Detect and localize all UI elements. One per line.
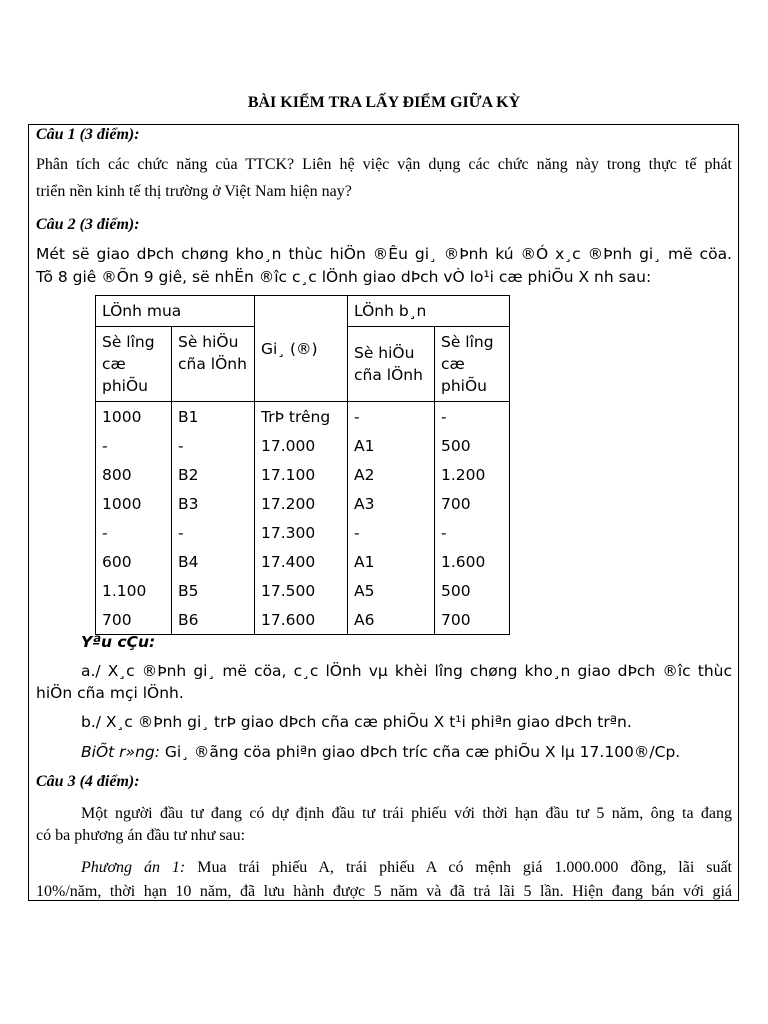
buy-quantity-cell: 700 xyxy=(96,605,172,635)
question-2-heading: Câu 2 (3 điểm): xyxy=(36,216,140,233)
sell-order-id-cell: - xyxy=(348,518,435,547)
price-cell: 17.200 xyxy=(255,489,348,518)
buy-order-id-cell: B3 xyxy=(172,489,255,518)
sell-quantity-cell: 500 xyxy=(435,576,510,605)
sell-quantity-cell: 700 xyxy=(435,605,510,635)
buy-quantity-cell: 1000 xyxy=(96,489,172,518)
sell-quantity-cell: 1.200 xyxy=(435,460,510,489)
sell-order-id-cell: A5 xyxy=(348,576,435,605)
price-cell: 17.400 xyxy=(255,547,348,576)
requirement-a-line-1: a./ X¸c ®Þnh gi¸ më cöa, c¸c lÖnh vµ khèi lîng chøng kho¸n giao dÞch ®îc thùc xyxy=(81,662,732,680)
buy-quantity-cell: 1.100 xyxy=(96,576,172,605)
buy-order-id-cell: B6 xyxy=(172,605,255,635)
sell-order-id-header: Sè hiÖu cña lÖnh xyxy=(348,327,435,402)
price-cell: 17.600 xyxy=(255,605,348,635)
sell-quantity-cell: - xyxy=(435,402,510,432)
buy-quantity-cell: - xyxy=(96,431,172,460)
table-row xyxy=(96,489,510,518)
requirements-heading: Yªu cÇu: xyxy=(81,633,156,651)
sell-order-id-cell: A3 xyxy=(348,489,435,518)
buy-quantity-cell: - xyxy=(96,518,172,547)
option-1-line-2: 10%/năm, thời hạn 10 năm, đã lưu hành được 5 năm và đã trả lãi 5 lần. Hiện đang bán với giá xyxy=(36,883,732,900)
order-table xyxy=(95,295,510,635)
given-note xyxy=(81,743,680,761)
question-3-heading: Câu 3 (4 điểm): xyxy=(36,773,140,790)
sell-quantity-cell: 500 xyxy=(435,431,510,460)
price-cell: 17.300 xyxy=(255,518,348,547)
buy-quantity-cell: 800 xyxy=(96,460,172,489)
requirement-b: b./ X¸c ®Þnh gi¸ trÞ giao dÞch cña cæ phiÕu X t¹i phiªn giao dÞch trªn. xyxy=(81,713,632,731)
sell-order-id-cell: - xyxy=(348,402,435,432)
table-row xyxy=(96,518,510,547)
buy-orders-header: LÖnh mua xyxy=(96,296,255,327)
question-2-text-line-2: Tõ 8 giê ®Õn 9 giê, së nhËn ®îc c¸c lÖnh giao dÞch vÒ lo¹i cæ phiÕu X nh sau: xyxy=(36,268,652,286)
exam-content-box xyxy=(28,124,739,901)
sell-quantity-header: Sè lîng cæ phiÕu xyxy=(435,327,510,402)
given-note-text: Gi¸ ®ãng cöa phiªn giao dÞch tríc cña cæ phiÕu X lµ 17.100®/Cp. xyxy=(159,743,681,761)
sell-order-id-cell: A2 xyxy=(348,460,435,489)
sell-quantity-cell: 1.600 xyxy=(435,547,510,576)
page-title: BÀI KIỂM TRA LẤY ĐIỂM GIỮA KỲ xyxy=(247,94,521,111)
price-cell: 17.100 xyxy=(255,460,348,489)
option-1-text: Mua trái phiếu A, trái phiếu A có mệnh giá 1.000.000 đồng, lãi suất xyxy=(185,859,732,876)
buy-order-id-cell: B2 xyxy=(172,460,255,489)
option-1-line-1 xyxy=(81,859,732,877)
price-header: Gi¸ (®) xyxy=(255,296,348,402)
buy-order-id-cell: B1 xyxy=(172,402,255,432)
sell-order-id-cell: A6 xyxy=(348,605,435,635)
table-row xyxy=(96,576,510,605)
buy-order-id-cell: - xyxy=(172,518,255,547)
buy-order-id-header: Sè hiÖu cña lÖnh xyxy=(172,327,255,402)
question-1-heading: Câu 1 (3 điểm): xyxy=(36,126,140,143)
table-row xyxy=(96,460,510,489)
sell-order-id-cell: A1 xyxy=(348,431,435,460)
sell-order-id-cell: A1 xyxy=(348,547,435,576)
price-cell: TrÞ trêng xyxy=(255,402,348,432)
requirement-a-line-2: hiÖn cña mçi lÖnh. xyxy=(36,684,184,702)
buy-quantity-header: Sè lîng cæ phiÕu xyxy=(96,327,172,402)
table-row xyxy=(96,402,510,432)
buy-order-id-cell: B4 xyxy=(172,547,255,576)
question-2-text-line-1: Mét së giao dÞch chøng kho¸n thùc hiÖn ®Êu gi¸ ®Þnh kú ®Ó x¸c ®Þnh gi¸ më cöa. xyxy=(36,245,732,263)
table-row xyxy=(96,431,510,460)
buy-order-id-cell: - xyxy=(172,431,255,460)
table-row xyxy=(96,605,510,635)
question-1-text-line-1: Phân tích các chức năng của TTCK? Liên hệ việc vận dụng các chức năng này trong thực tế phát xyxy=(36,156,732,173)
buy-quantity-cell: 600 xyxy=(96,547,172,576)
table-row xyxy=(96,547,510,576)
sell-quantity-cell: - xyxy=(435,518,510,547)
question-3-paragraph-line-2: có ba phương án đầu tư như sau: xyxy=(36,827,246,844)
sell-quantity-cell: 700 xyxy=(435,489,510,518)
buy-quantity-cell: 1000 xyxy=(96,402,172,432)
question-3-paragraph-line-1: Một người đầu tư đang có dự định đầu tư trái phiếu với thời hạn đầu tư 5 năm, ông ta đang xyxy=(81,805,732,822)
option-1-label: Phương án 1: xyxy=(81,859,186,876)
buy-order-id-cell: B5 xyxy=(172,576,255,605)
sell-orders-header: LÖnh b¸n xyxy=(348,296,510,327)
question-1-text-line-2: triển nền kinh tế thị trường ở Việt Nam hiện nay? xyxy=(36,183,352,200)
given-note-label: BiÕt r»ng: xyxy=(81,743,160,761)
price-cell: 17.000 xyxy=(255,431,348,460)
price-cell: 17.500 xyxy=(255,576,348,605)
